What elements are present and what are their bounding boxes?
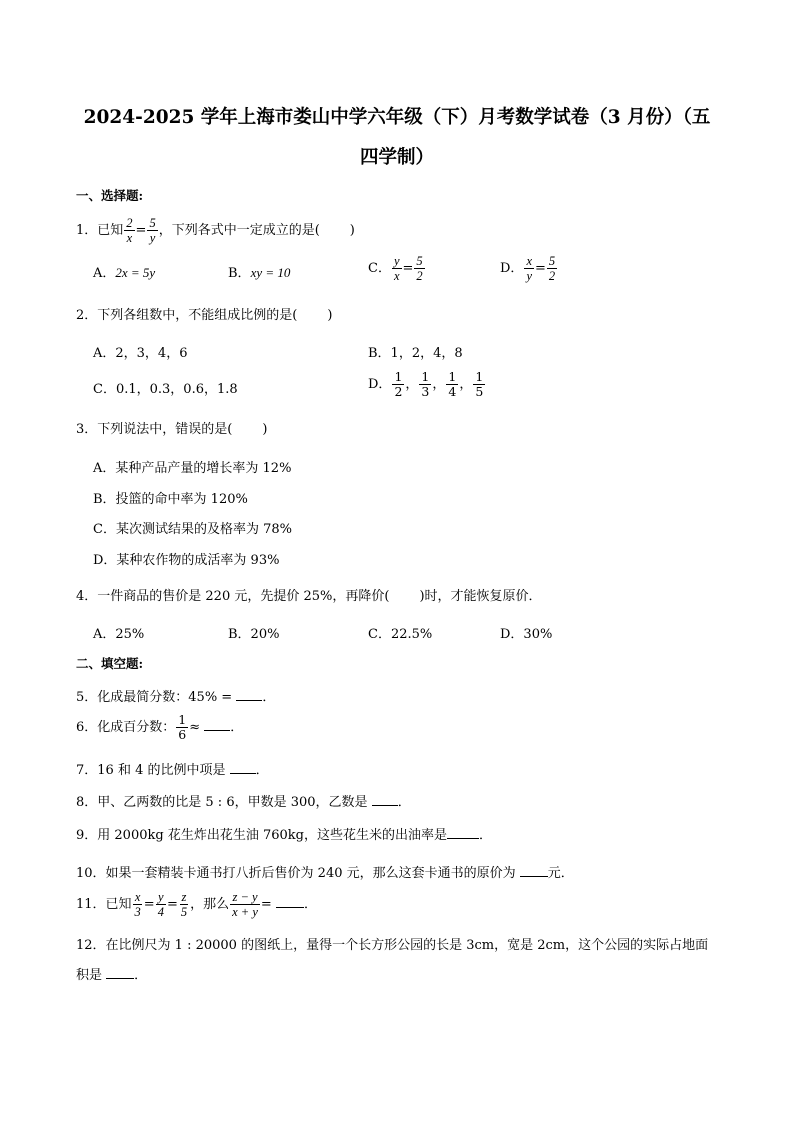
q3-option-c[interactable]: C．某次测试结果的及格率为 78% <box>93 522 292 537</box>
q1-option-a[interactable]: A．2x = 5y <box>93 265 156 281</box>
answer-blank[interactable] <box>106 966 134 979</box>
q3-option-a[interactable]: A．某种产品产量的增长率为 12% <box>93 461 292 476</box>
question-12-line-2: 积是 ． <box>76 968 148 983</box>
q1-option-b[interactable]: B．xy = 10 <box>228 265 291 281</box>
q1-pre: 1．已知 <box>76 223 124 238</box>
answer-blank[interactable] <box>520 864 548 877</box>
question-8: 8．甲、乙两数的比是 5 : 6，甲数是 300，乙数是 ． <box>76 795 411 810</box>
question-5: 5．化成最简分数：45% = ． <box>76 690 276 705</box>
q4-option-c[interactable]: C．22.5% <box>368 627 433 642</box>
q4-option-a[interactable]: A．25% <box>93 627 145 642</box>
question-9: 9．用 2000kg 花生炸出花生油 760kg，这些花生米的出油率是 ． <box>76 828 492 843</box>
q2-option-b[interactable]: B．1，2，4，8 <box>368 346 463 361</box>
question-1: 1．已知 $\frac{2}{x}$ = $\frac{5}{y}$ ，下列各式中一定成立的是( ) <box>76 216 355 245</box>
question-10: 10．如果一套精装卡通书打八折后售价为 240 元，那么这套卡通书的原价为 元． <box>76 866 574 881</box>
question-3: 3．下列说法中，错误的是( ) <box>76 422 268 437</box>
section-choice-heading: 一、选择题: <box>76 188 144 203</box>
q4-option-d[interactable]: D．30% <box>500 627 553 642</box>
q1-fraction-2-over-x: $\frac{2}{x}$ <box>126 216 133 245</box>
section-fill-heading: 二、填空题: <box>76 656 144 671</box>
exam-title <box>60 98 734 178</box>
question-2: 2．下列各组数中，不能组成比例的是( ) <box>76 308 333 323</box>
question-12-line-1: 12．在比例尺为 1 : 20000 的图纸上，量得一个长方形公园的长是 3cm，宽是 2cm，这个公园的实际占地面 <box>76 938 709 953</box>
question-11: 11．已知 $\frac{x}{3}$ = $\frac{y}{4}$ = $\frac{z}{5}$ ，那么 $\frac{z - y}{x + y}$ = ． <box>76 890 317 919</box>
answer-blank[interactable] <box>372 793 398 806</box>
q2-option-d[interactable]: D． $\frac{1}{2}$ ， $\frac{1}{3}$ ， $\frac{1}{4}$ ， $\frac{1}{5}$ <box>368 369 484 399</box>
title-line-2: 四学制） <box>359 147 434 168</box>
answer-blank[interactable] <box>276 895 304 908</box>
q1-fraction-5-over-y: $\frac{5}{y}$ <box>149 216 156 245</box>
q3-option-b[interactable]: B．投篮的命中率为 120% <box>93 492 248 507</box>
q3-option-d[interactable]: D．某种农作物的成活率为 93% <box>93 553 280 568</box>
answer-blank[interactable] <box>236 688 262 701</box>
answer-blank[interactable] <box>230 761 256 774</box>
answer-blank[interactable] <box>204 718 230 731</box>
question-6: 6．化成百分数： $\frac{1}{6}$ ≈ ． <box>76 712 244 742</box>
q1-option-c[interactable]: C． $\frac{y}{x}$ = $\frac{5}{2}$ <box>368 254 423 283</box>
q4-option-b[interactable]: B．20% <box>228 627 280 642</box>
q1-post: ，下列各式中一定成立的是( <box>158 223 320 238</box>
q2-option-a[interactable]: A．2，3，4，6 <box>93 346 188 361</box>
q2-option-c[interactable]: C．0.1，0.3，0.6，1.8 <box>93 382 238 397</box>
title-line-1: 2024-2025 学年上海市娄山中学六年级（下）月考数学试卷（3 月份）（五 <box>83 107 711 128</box>
question-7: 7．16 和 4 的比例中项是 ． <box>76 763 269 778</box>
question-4: 4．一件商品的售价是 220 元，先提价 25%，再降价( )时，才能恢复原价． <box>76 589 542 604</box>
q1-option-d[interactable]: D． $\frac{x}{y}$ = $\frac{5}{2}$ <box>500 254 556 283</box>
answer-blank[interactable] <box>447 826 479 839</box>
